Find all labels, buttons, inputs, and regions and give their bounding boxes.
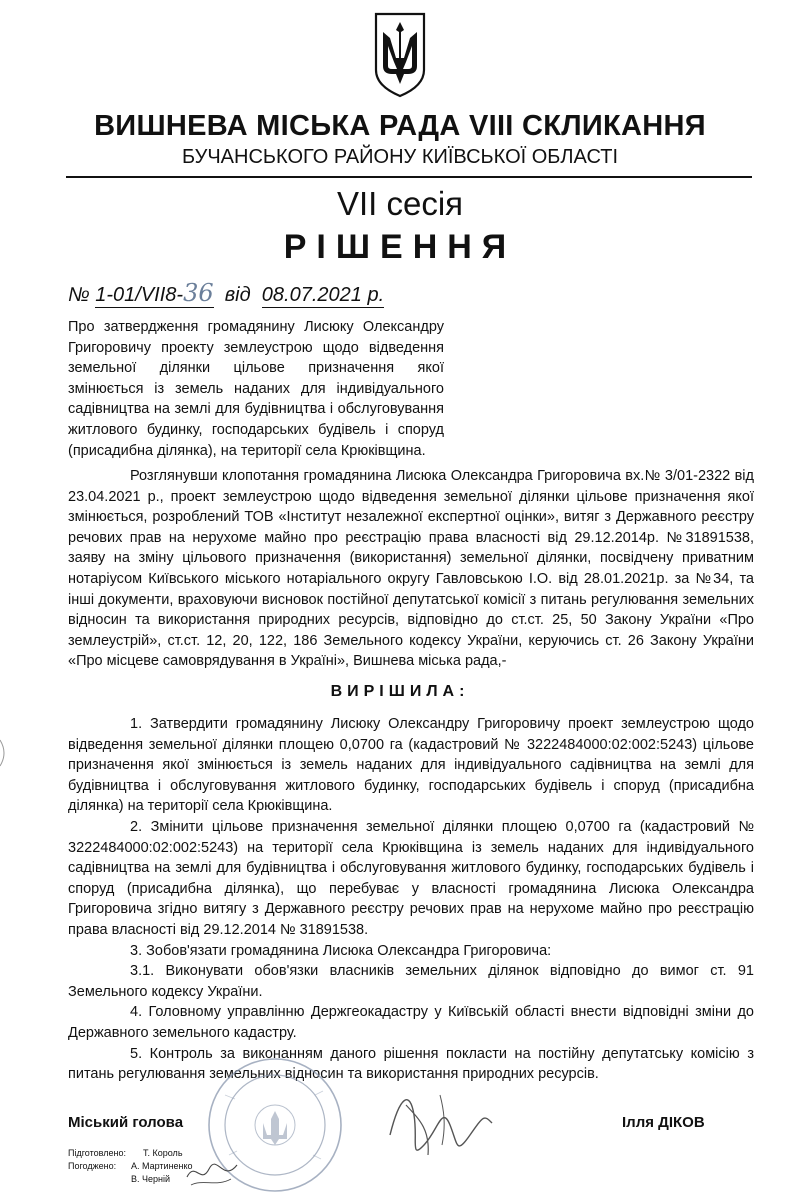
decision-item: 4. Головному управлінню Держгеокадастру у Київській області внести відповідні зміни до Державного земельного кадастру. [68,1004,754,1041]
decision-date: 08.07.2021 р. [261,284,385,306]
district-name: БУЧАНСЬКОГО РАЙОНУ КИЇВСЬКОЇ ОБЛАСТІ [181,146,618,168]
binding-hole-mark [0,738,10,768]
resolved-heading: ВИРІШИЛА: [330,683,470,700]
decision-item: 1. Затвердити громадянину Лисюку Олександру Григоровичу проект землеустрою щодо відведення земельної ділянки площею 0,0700 га (кадастровий № 3222484000:02:002:5243) цільове призначення якої змінюється із земель наданих для індивідуального садівництва на землі для будівництва і обслуговування житлового будинку, господарських будівель і споруд (присадибна ділянка) на території села Крюківщина. [68,716,754,815]
decision-item: 5. Контроль за виконанням даного рішення покласти на постійну депутатську комісію з питань регулювання земельних відносин та використання природних ресурсів. [68,1045,754,1083]
number-prefix: 1-01/VII8- [95,284,184,306]
agreed-label: Погоджено: [68,1161,117,1171]
mayor-name: Ілля ДІКОВ [622,1114,705,1131]
document-type: РІШЕННЯ [283,228,517,266]
mayor-title: Міський голова [68,1114,184,1131]
decision-number [95,279,214,308]
handwritten-number: 36 [183,279,214,307]
session-title: VII сесія [336,185,464,222]
council-name: ВИШНЕВА МІСЬКА РАДА VIII СКЛИКАННЯ [94,110,706,142]
decision-item: 3. Зобов'язати громадянина Лисюка Олександра Григоровича: [130,942,552,959]
date-label: від [224,284,251,306]
decision-number-line [68,279,384,307]
agreed-by-1: А. Мартиненко [131,1161,193,1171]
prepared-label: Підготовлено: [68,1148,126,1158]
trident-emblem-icon [372,8,428,98]
decision-items [68,714,754,1085]
number-label: № [68,284,90,306]
agreed-by-2: В. Черній [131,1174,171,1184]
preamble [68,466,754,672]
mayor-signature [380,1075,500,1175]
header-divider [66,176,752,178]
decision-topic: Про затвердження громадянину Лисюку Олександру Григоровичу проекту землеустрою щодо відведення земельної ділянки цільове призначення якої змінюється із земель наданих для індивідуального садівництва на землі для будівництва і обслуговування житлового будинку, господарських будівель і споруд (присадибна ділянка), на території села Крюківщина. [68,319,444,459]
preamble-text: Розглянувши клопотання громадянина Лисюка Олександра Григоровича вх.№ 3/01-2322 від 23.04.2021 р., проект землеустрою щодо відведення земельної ділянки цільове призначення якої змінюється, розроблений ТОВ «Інститут незалежної експертної оцінки», витяг з Державного реєстру речових прав на нерухоме майно про реєстрацію права власності від 29.12.2014р. №31891538, заяву на зміну цільового призначення (використання) земельної ділянки, посвідчену приватним нотаріусом Київського міського нотаріального округу Гавловською І.О. від 28.01.2021р. за №34, та інші документи, враховуючи висновок постійної депутатської комісії з питань регулювання земельних відносин та використання природних ресурсів, відповідно до ст.ст. 25, 50 Закону України «Про землеустрій», ст.ст. 12, 20, 122, 186 Земельного кодексу України, керуючись ст. 26 Закону України «Про місцеве самоврядування в Україні», Вишнева міська рада,- [68,468,754,670]
decision-item: 3.1. Виконувати обов'язки власників земельних ділянок відповідно до вимог ст. 91 Земельного кодексу України. [68,963,754,1000]
prepared-by: Т. Король [143,1148,183,1158]
decision-item: 2. Змінити цільове призначення земельної ділянки площею 0,0700 га (кадастровий № 3222484000:02:002:5243) на території села Крюківщина із земель наданих для індивідуального садівництва на землі для будівництва і обслуговування житлового будинку, господарських будівель і споруд (присадибна ділянка), що перебуває у власності громадянина Лисюка Олександра Григоровича згідно витягу з Державного реєстру речових прав на нерухоме майно про реєстрацію права власності від 29.12.2014 № 31891538. [68,818,754,938]
